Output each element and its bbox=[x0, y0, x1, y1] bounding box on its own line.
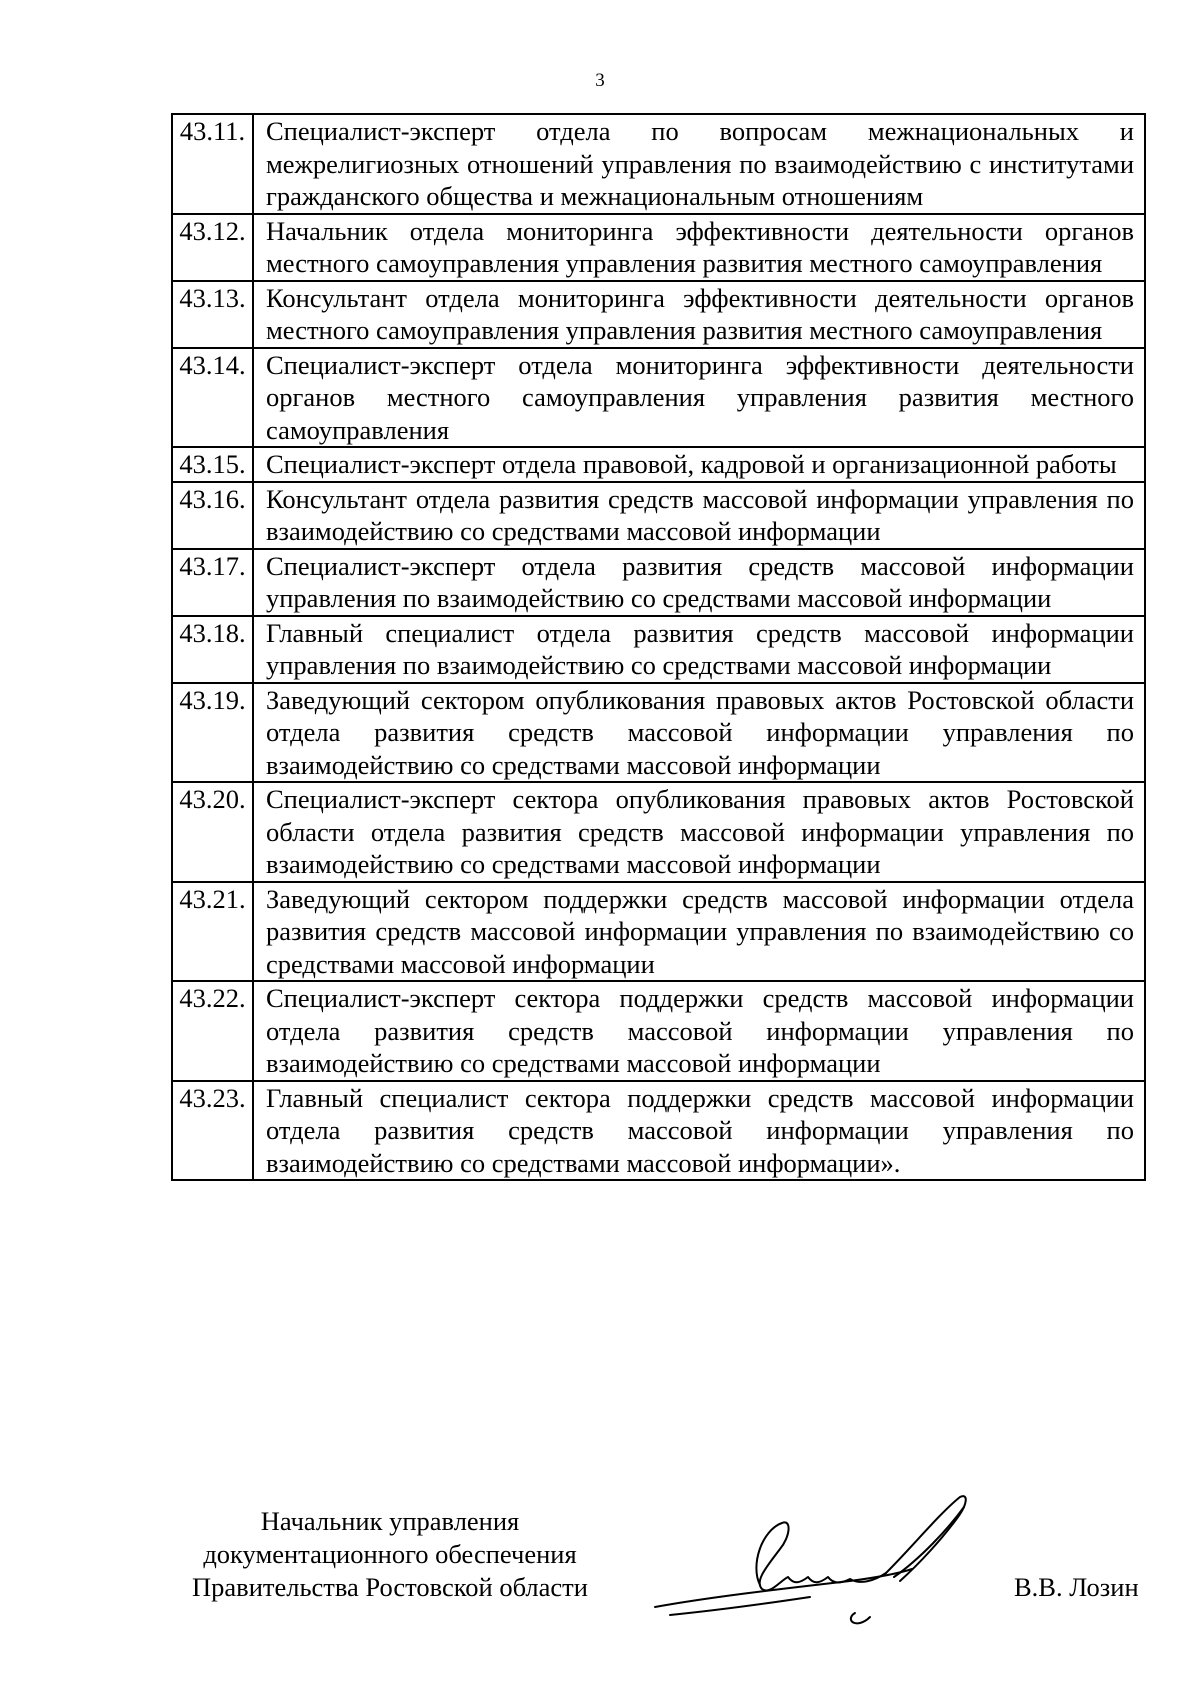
handwritten-signature-icon bbox=[650, 1485, 980, 1635]
row-number: 43.21. bbox=[172, 882, 253, 982]
row-text: Специалист-эксперт отдела правовой, кадровой и организационной работы bbox=[253, 447, 1145, 482]
table-row bbox=[172, 782, 1145, 882]
signatory-name: В.В. Лозин bbox=[1014, 1572, 1139, 1602]
table-row bbox=[172, 1081, 1145, 1181]
row-number: 43.22. bbox=[172, 981, 253, 1081]
table-row bbox=[172, 683, 1145, 783]
row-text: Главный специалист отдела развития средств массовой информации управления по взаимодействию со средствами массовой информации bbox=[253, 616, 1145, 683]
table-row bbox=[172, 114, 1145, 214]
row-number: 43.12. bbox=[172, 214, 253, 281]
row-number: 43.16. bbox=[172, 482, 253, 549]
row-number: 43.20. bbox=[172, 782, 253, 882]
table-row bbox=[172, 214, 1145, 281]
row-text: Специалист-эксперт отдела по вопросам межнациональных и межрелигиозных отношений управления по взаимодействию с институтами гражданского общества и межнациональным отношениям bbox=[253, 114, 1145, 214]
row-text: Специалист-эксперт сектора поддержки средств массовой информации отдела развития средств массовой информации управления по взаимодействию со средствами массовой информации bbox=[253, 981, 1145, 1081]
table-row bbox=[172, 882, 1145, 982]
signatory-title-line: документационного обеспечения bbox=[203, 1539, 577, 1569]
table-row bbox=[172, 549, 1145, 616]
row-number: 43.13. bbox=[172, 281, 253, 348]
page-number: 3 bbox=[595, 70, 605, 91]
row-number: 43.23. bbox=[172, 1081, 253, 1181]
row-text: Консультант отдела мониторинга эффективности деятельности органов местного самоуправления управления развития местного самоуправления bbox=[253, 281, 1145, 348]
table-row bbox=[172, 348, 1145, 448]
row-number: 43.11. bbox=[172, 114, 253, 214]
signatory-title-line: Начальник управления bbox=[260, 1506, 520, 1536]
row-number: 43.15. bbox=[172, 447, 253, 482]
table-row bbox=[172, 616, 1145, 683]
row-text: Заведующий сектором опубликования правовых актов Ростовской области отдела развития средств массовой информации управления по взаимодействию со средствами массовой информации bbox=[253, 683, 1145, 783]
row-text: Специалист-эксперт отдела мониторинга эффективности деятельности органов местного самоуправления управления развития местного самоуправления bbox=[253, 348, 1145, 448]
row-text: Консультант отдела развития средств массовой информации управления по взаимодействию со средствами массовой информации bbox=[253, 482, 1145, 549]
table-row bbox=[172, 447, 1145, 482]
table-row bbox=[172, 981, 1145, 1081]
signatory-title bbox=[170, 1505, 610, 1604]
row-text: Специалист-эксперт сектора опубликования правовых актов Ростовской области отдела развития средств массовой информации управления по взаимодействию со средствами массовой информации bbox=[253, 782, 1145, 882]
positions-table bbox=[171, 113, 1146, 1181]
signatory-title-line: Правительства Ростовской области bbox=[192, 1572, 588, 1602]
row-text: Заведующий сектором поддержки средств массовой информации отдела развития средств массовой информации управления по взаимодействию со средствами массовой информации bbox=[253, 882, 1145, 982]
row-number: 43.17. bbox=[172, 549, 253, 616]
row-number: 43.14. bbox=[172, 348, 253, 448]
row-text: Главный специалист сектора поддержки средств массовой информации отдела развития средств массовой информации управления по взаимодействию со средствами массовой информации». bbox=[253, 1081, 1145, 1181]
table-row bbox=[172, 281, 1145, 348]
row-text: Начальник отдела мониторинга эффективности деятельности органов местного самоуправления управления развития местного самоуправления bbox=[253, 214, 1145, 281]
table-row bbox=[172, 482, 1145, 549]
row-text: Специалист-эксперт отдела развития средств массовой информации управления по взаимодействию со средствами массовой информации bbox=[253, 549, 1145, 616]
row-number: 43.19. bbox=[172, 683, 253, 783]
row-number: 43.18. bbox=[172, 616, 253, 683]
